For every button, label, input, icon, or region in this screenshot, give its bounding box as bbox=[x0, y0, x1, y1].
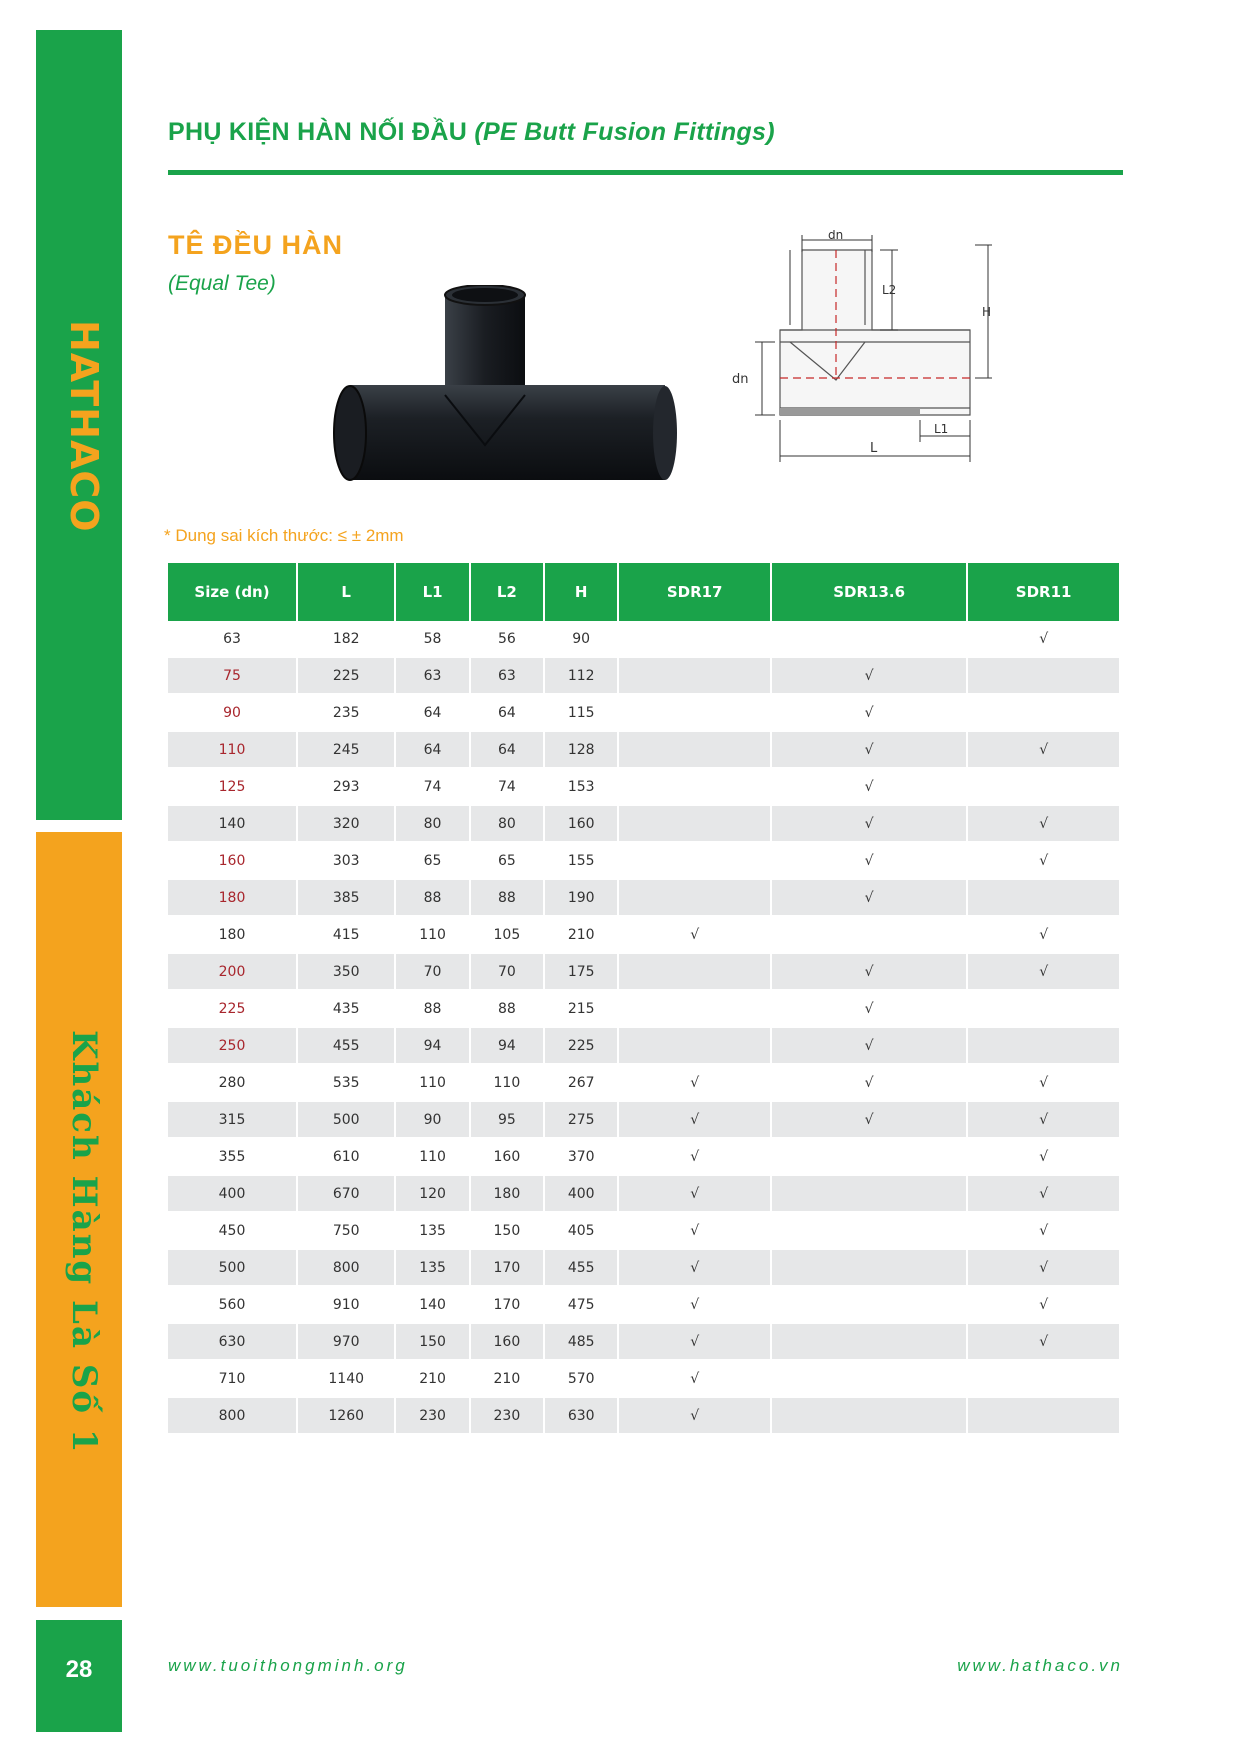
cell-l: 750 bbox=[298, 1213, 394, 1250]
cell-l2: 65 bbox=[471, 843, 543, 880]
cell-sdr17 bbox=[619, 1028, 770, 1065]
table-row bbox=[168, 1287, 1119, 1324]
cell-sdr13-6: √ bbox=[772, 954, 966, 991]
cell-sdr11: √ bbox=[968, 954, 1119, 991]
cell-sdr17 bbox=[619, 621, 770, 658]
cell-l1: 110 bbox=[396, 1065, 468, 1102]
cell-sdr11: √ bbox=[968, 621, 1119, 658]
cell-sdr13-6 bbox=[772, 1139, 966, 1176]
cell-h: 267 bbox=[545, 1065, 617, 1102]
page-number: 28 bbox=[36, 1620, 122, 1732]
cell-l: 535 bbox=[298, 1065, 394, 1102]
cell-h: 215 bbox=[545, 991, 617, 1028]
cell-sdr17 bbox=[619, 658, 770, 695]
table-row bbox=[168, 1361, 1119, 1398]
table-row bbox=[168, 658, 1119, 695]
cell-sdr13-6: √ bbox=[772, 991, 966, 1028]
cell-size: 200 bbox=[168, 954, 296, 991]
table-row bbox=[168, 1102, 1119, 1139]
table-row bbox=[168, 1213, 1119, 1250]
table-row bbox=[168, 1250, 1119, 1287]
cell-l1: 135 bbox=[396, 1213, 468, 1250]
cell-l2: 64 bbox=[471, 695, 543, 732]
cell-size: 710 bbox=[168, 1361, 296, 1398]
cell-l2: 170 bbox=[471, 1250, 543, 1287]
product-name: TÊ ĐỀU HÀN bbox=[168, 230, 344, 260]
cell-sdr17 bbox=[619, 732, 770, 769]
cell-l1: 58 bbox=[396, 621, 468, 658]
col-header-l1: L1 bbox=[396, 563, 468, 621]
dim-label-dn-top: dn bbox=[828, 230, 844, 242]
cell-l: 415 bbox=[298, 917, 394, 954]
cell-sdr13-6: √ bbox=[772, 695, 966, 732]
cell-size: 160 bbox=[168, 843, 296, 880]
cell-l1: 110 bbox=[396, 1139, 468, 1176]
table-row bbox=[168, 917, 1119, 954]
cell-sdr13-6 bbox=[772, 621, 966, 658]
product-subtitle: (Equal Tee) bbox=[168, 272, 276, 295]
cell-sdr17: √ bbox=[619, 1287, 770, 1324]
cell-sdr11 bbox=[968, 1398, 1119, 1435]
page-title bbox=[168, 118, 775, 147]
cell-l: 500 bbox=[298, 1102, 394, 1139]
cell-h: 155 bbox=[545, 843, 617, 880]
cell-size: 90 bbox=[168, 695, 296, 732]
equal-tee-photo bbox=[330, 285, 690, 505]
cell-sdr11: √ bbox=[968, 806, 1119, 843]
table-row bbox=[168, 769, 1119, 806]
page-title-english: (PE Butt Fusion Fittings) bbox=[474, 118, 775, 146]
cell-l2: 160 bbox=[471, 1139, 543, 1176]
cell-size: 63 bbox=[168, 621, 296, 658]
cell-l1: 80 bbox=[396, 806, 468, 843]
cell-l2: 230 bbox=[471, 1398, 543, 1435]
cell-sdr11: √ bbox=[968, 1213, 1119, 1250]
slogan-text: Khách Hàng Là Số 1 bbox=[64, 1030, 104, 1455]
table-header-row bbox=[168, 563, 1119, 621]
table-row bbox=[168, 1028, 1119, 1065]
cell-size: 75 bbox=[168, 658, 296, 695]
cell-h: 475 bbox=[545, 1287, 617, 1324]
tolerance-note: * Dung sai kích thước: ≤ ± 2mm bbox=[164, 526, 404, 545]
cell-h: 405 bbox=[545, 1213, 617, 1250]
cell-size: 110 bbox=[168, 732, 296, 769]
cell-sdr13-6 bbox=[772, 1324, 966, 1361]
cell-sdr13-6 bbox=[772, 1287, 966, 1324]
cell-sdr11 bbox=[968, 991, 1119, 1028]
cell-l1: 150 bbox=[396, 1324, 468, 1361]
dim-label-l: L bbox=[870, 441, 878, 456]
col-header-sdr13-6: SDR13.6 bbox=[772, 563, 966, 621]
cell-l1: 63 bbox=[396, 658, 468, 695]
col-header-l: L bbox=[298, 563, 394, 621]
cell-sdr17: √ bbox=[619, 1250, 770, 1287]
cell-size: 560 bbox=[168, 1287, 296, 1324]
cell-sdr17: √ bbox=[619, 1361, 770, 1398]
cell-size: 180 bbox=[168, 917, 296, 954]
cell-sdr11: √ bbox=[968, 1324, 1119, 1361]
cell-size: 800 bbox=[168, 1398, 296, 1435]
cell-h: 485 bbox=[545, 1324, 617, 1361]
equal-tee-technical-drawing bbox=[720, 230, 1100, 520]
dim-label-h: H bbox=[982, 305, 992, 319]
cell-sdr11 bbox=[968, 1028, 1119, 1065]
cell-l2: 56 bbox=[471, 621, 543, 658]
cell-sdr13-6 bbox=[772, 1250, 966, 1287]
cell-l: 385 bbox=[298, 880, 394, 917]
table-row bbox=[168, 1139, 1119, 1176]
cell-l2: 160 bbox=[471, 1324, 543, 1361]
cell-sdr11: √ bbox=[968, 732, 1119, 769]
col-header-sdr17: SDR17 bbox=[619, 563, 770, 621]
cell-l2: 95 bbox=[471, 1102, 543, 1139]
cell-h: 128 bbox=[545, 732, 617, 769]
brand-logo-text: HATHACO bbox=[62, 320, 106, 533]
cell-l2: 88 bbox=[471, 991, 543, 1028]
table-row bbox=[168, 1398, 1119, 1435]
cell-sdr13-6: √ bbox=[772, 806, 966, 843]
dim-label-l1: L1 bbox=[934, 422, 949, 436]
dim-label-dn-side: dn bbox=[732, 372, 749, 387]
cell-h: 570 bbox=[545, 1361, 617, 1398]
cell-l: 910 bbox=[298, 1287, 394, 1324]
cell-sdr11: √ bbox=[968, 1102, 1119, 1139]
cell-l: 182 bbox=[298, 621, 394, 658]
cell-l1: 110 bbox=[396, 917, 468, 954]
table-row bbox=[168, 695, 1119, 732]
cell-sdr17 bbox=[619, 843, 770, 880]
cell-l2: 210 bbox=[471, 1361, 543, 1398]
table-row bbox=[168, 1324, 1119, 1361]
cell-l2: 94 bbox=[471, 1028, 543, 1065]
col-header-h: H bbox=[545, 563, 617, 621]
cell-sdr17: √ bbox=[619, 1213, 770, 1250]
cell-h: 115 bbox=[545, 695, 617, 732]
cell-sdr13-6 bbox=[772, 1213, 966, 1250]
cell-h: 370 bbox=[545, 1139, 617, 1176]
cell-l2: 70 bbox=[471, 954, 543, 991]
cell-sdr17 bbox=[619, 991, 770, 1028]
cell-l: 320 bbox=[298, 806, 394, 843]
table-row bbox=[168, 991, 1119, 1028]
cell-h: 225 bbox=[545, 1028, 617, 1065]
cell-l: 225 bbox=[298, 658, 394, 695]
table-row bbox=[168, 880, 1119, 917]
cell-size: 225 bbox=[168, 991, 296, 1028]
cell-l1: 88 bbox=[396, 880, 468, 917]
table-row bbox=[168, 806, 1119, 843]
cell-sdr17 bbox=[619, 769, 770, 806]
cell-l1: 120 bbox=[396, 1176, 468, 1213]
cell-l1: 74 bbox=[396, 769, 468, 806]
cell-sdr13-6: √ bbox=[772, 1028, 966, 1065]
cell-l2: 64 bbox=[471, 732, 543, 769]
cell-sdr11 bbox=[968, 769, 1119, 806]
cell-l: 670 bbox=[298, 1176, 394, 1213]
spec-table bbox=[166, 563, 1121, 1435]
cell-sdr17 bbox=[619, 806, 770, 843]
cell-h: 455 bbox=[545, 1250, 617, 1287]
cell-l: 1140 bbox=[298, 1361, 394, 1398]
cell-l2: 170 bbox=[471, 1287, 543, 1324]
cell-sdr11: √ bbox=[968, 1139, 1119, 1176]
table-row bbox=[168, 954, 1119, 991]
cell-sdr13-6 bbox=[772, 1176, 966, 1213]
cell-sdr17: √ bbox=[619, 917, 770, 954]
cell-sdr13-6: √ bbox=[772, 658, 966, 695]
cell-l: 435 bbox=[298, 991, 394, 1028]
cell-sdr11: √ bbox=[968, 917, 1119, 954]
cell-size: 140 bbox=[168, 806, 296, 843]
cell-l: 350 bbox=[298, 954, 394, 991]
cell-h: 275 bbox=[545, 1102, 617, 1139]
cell-sdr11 bbox=[968, 695, 1119, 732]
cell-sdr17: √ bbox=[619, 1139, 770, 1176]
cell-sdr17 bbox=[619, 695, 770, 732]
cell-l2: 74 bbox=[471, 769, 543, 806]
footer-right-url[interactable]: www.hathaco.vn bbox=[957, 1656, 1123, 1675]
col-header-size: Size (dn) bbox=[168, 563, 296, 621]
cell-l: 235 bbox=[298, 695, 394, 732]
cell-size: 280 bbox=[168, 1065, 296, 1102]
cell-l1: 88 bbox=[396, 991, 468, 1028]
cell-sdr17 bbox=[619, 954, 770, 991]
cell-l2: 180 bbox=[471, 1176, 543, 1213]
cell-h: 400 bbox=[545, 1176, 617, 1213]
cell-l2: 88 bbox=[471, 880, 543, 917]
table-row bbox=[168, 732, 1119, 769]
cell-sdr13-6: √ bbox=[772, 1065, 966, 1102]
cell-sdr17: √ bbox=[619, 1176, 770, 1213]
cell-l1: 64 bbox=[396, 695, 468, 732]
cell-h: 153 bbox=[545, 769, 617, 806]
cell-sdr13-6: √ bbox=[772, 880, 966, 917]
cell-l: 303 bbox=[298, 843, 394, 880]
cell-l2: 110 bbox=[471, 1065, 543, 1102]
cell-sdr17: √ bbox=[619, 1398, 770, 1435]
cell-sdr13-6: √ bbox=[772, 732, 966, 769]
cell-h: 630 bbox=[545, 1398, 617, 1435]
cell-sdr13-6: √ bbox=[772, 1102, 966, 1139]
cell-l1: 210 bbox=[396, 1361, 468, 1398]
cell-size: 630 bbox=[168, 1324, 296, 1361]
cell-sdr11: √ bbox=[968, 1250, 1119, 1287]
cell-l: 245 bbox=[298, 732, 394, 769]
cell-l2: 150 bbox=[471, 1213, 543, 1250]
cell-l2: 80 bbox=[471, 806, 543, 843]
cell-size: 500 bbox=[168, 1250, 296, 1287]
cell-l1: 140 bbox=[396, 1287, 468, 1324]
cell-sdr11 bbox=[968, 1361, 1119, 1398]
cell-sdr11: √ bbox=[968, 1176, 1119, 1213]
cell-sdr13-6: √ bbox=[772, 843, 966, 880]
cell-l1: 135 bbox=[396, 1250, 468, 1287]
cell-sdr13-6 bbox=[772, 1361, 966, 1398]
cell-sdr13-6 bbox=[772, 1398, 966, 1435]
table-row bbox=[168, 843, 1119, 880]
cell-sdr11: √ bbox=[968, 843, 1119, 880]
cell-l: 800 bbox=[298, 1250, 394, 1287]
cell-h: 175 bbox=[545, 954, 617, 991]
cell-l1: 64 bbox=[396, 732, 468, 769]
cell-sdr17: √ bbox=[619, 1065, 770, 1102]
cell-h: 210 bbox=[545, 917, 617, 954]
cell-l: 1260 bbox=[298, 1398, 394, 1435]
cell-l: 293 bbox=[298, 769, 394, 806]
cell-size: 450 bbox=[168, 1213, 296, 1250]
cell-h: 160 bbox=[545, 806, 617, 843]
cell-size: 315 bbox=[168, 1102, 296, 1139]
cell-size: 125 bbox=[168, 769, 296, 806]
title-divider bbox=[168, 170, 1123, 175]
cell-size: 355 bbox=[168, 1139, 296, 1176]
col-header-l2: L2 bbox=[471, 563, 543, 621]
cell-sdr17: √ bbox=[619, 1102, 770, 1139]
cell-size: 180 bbox=[168, 880, 296, 917]
table-row bbox=[168, 621, 1119, 658]
page-title-main: PHỤ KIỆN HÀN NỐI ĐẦU bbox=[168, 118, 475, 146]
cell-size: 250 bbox=[168, 1028, 296, 1065]
cell-sdr13-6: √ bbox=[772, 769, 966, 806]
cell-l1: 90 bbox=[396, 1102, 468, 1139]
cell-l2: 63 bbox=[471, 658, 543, 695]
cell-sdr11 bbox=[968, 658, 1119, 695]
cell-sdr11 bbox=[968, 880, 1119, 917]
cell-h: 190 bbox=[545, 880, 617, 917]
col-header-sdr11: SDR11 bbox=[968, 563, 1119, 621]
cell-size: 400 bbox=[168, 1176, 296, 1213]
cell-l1: 70 bbox=[396, 954, 468, 991]
cell-l: 610 bbox=[298, 1139, 394, 1176]
cell-l2: 105 bbox=[471, 917, 543, 954]
cell-l: 970 bbox=[298, 1324, 394, 1361]
cell-h: 112 bbox=[545, 658, 617, 695]
footer-left-url[interactable]: www.tuoithongminh.org bbox=[168, 1656, 408, 1675]
cell-l1: 230 bbox=[396, 1398, 468, 1435]
cell-sdr17 bbox=[619, 880, 770, 917]
cell-sdr11: √ bbox=[968, 1065, 1119, 1102]
cell-l1: 65 bbox=[396, 843, 468, 880]
dim-label-l2: L2 bbox=[882, 283, 897, 297]
cell-h: 90 bbox=[545, 621, 617, 658]
table-row bbox=[168, 1176, 1119, 1213]
cell-l: 455 bbox=[298, 1028, 394, 1065]
table-row bbox=[168, 1065, 1119, 1102]
cell-sdr11: √ bbox=[968, 1287, 1119, 1324]
cell-l1: 94 bbox=[396, 1028, 468, 1065]
cell-sdr17: √ bbox=[619, 1324, 770, 1361]
cell-sdr13-6 bbox=[772, 917, 966, 954]
